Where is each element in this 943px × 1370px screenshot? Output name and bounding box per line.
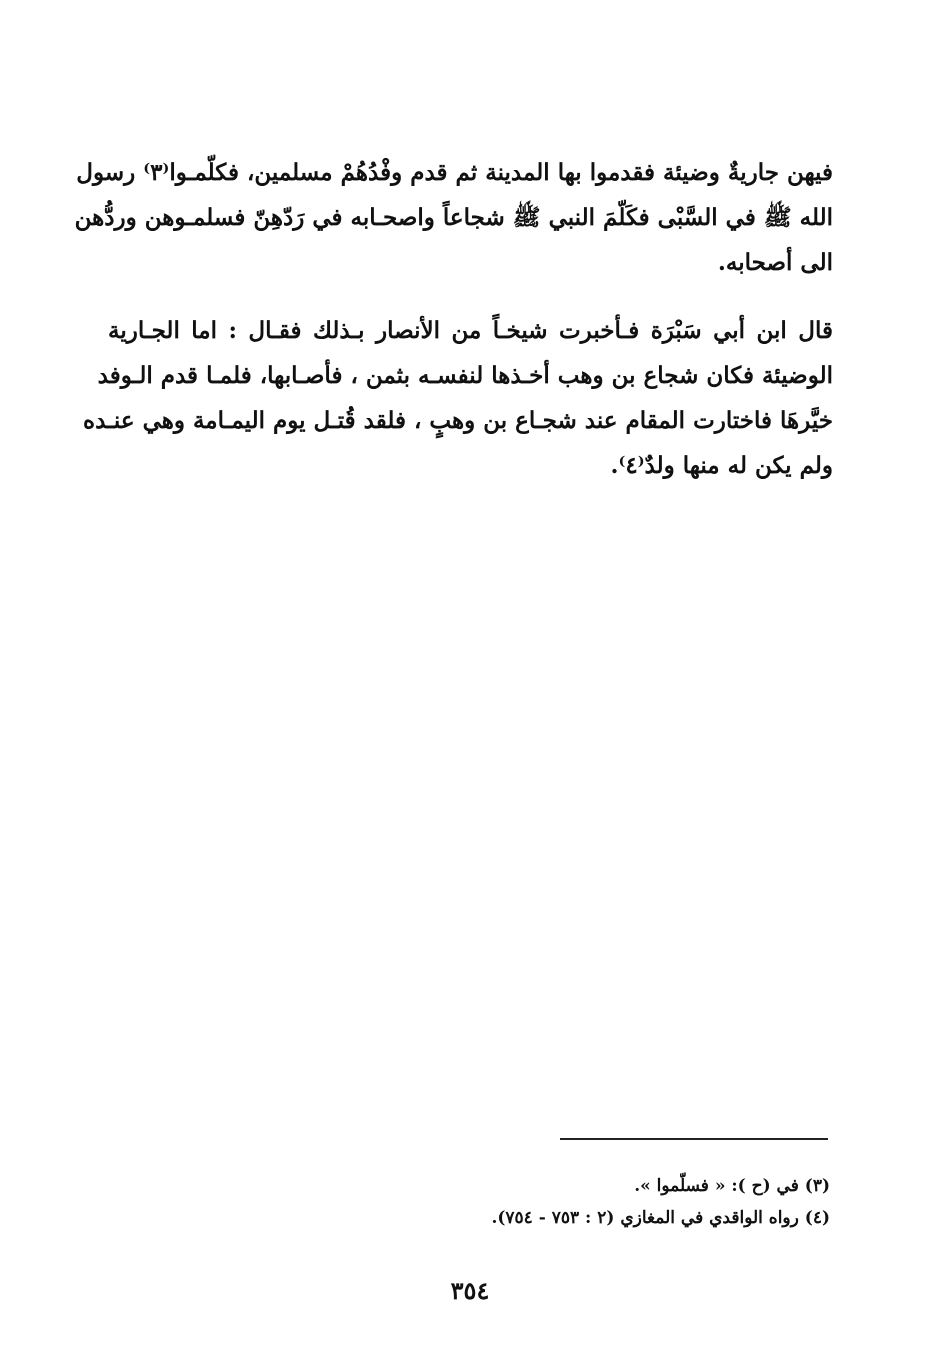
paragraph-1 — [74, 150, 833, 285]
paragraph-1-line-2: الله ﷺ في السَّبْى فكَلّمَ النبي ﷺ شجاعاً واصحـابه في رَدّهِنّ فسلمـوهن وردُّهن — [74, 204, 833, 231]
paragraph-2-line-2: الوضيئة فكان شجاع بن وهب أخـذها لنفسـه بثمن ، فأصـابها، فلمـا قدم الـوفد — [97, 362, 833, 389]
paragraph-2-line-1: قال ابن أبي سَبْرَة فـأخبرت شيخـاً من الأنصار بـذلك فقـال : اما الجـارية — [108, 317, 833, 344]
footnote-3: (٣) في (ح ): « فسلّموا ». — [634, 1176, 830, 1196]
paragraph-1-line-1: فيهن جاريةٌ وضيئة فقدموا بها المدينة ثم قدم وفْدُهُمْ مسلمين، فكلّمـوا⁽٣⁾ رسول — [76, 159, 833, 186]
footnotes — [420, 1170, 830, 1234]
paragraph-2 — [83, 308, 833, 488]
paragraph-2-line-4: ولم يكن له منها ولدٌ⁽٤⁾. — [610, 452, 833, 479]
paragraph-2-line-3: خيَّرهَا فاختارت المقام عند شجـاع بن وهبٍ ، فلقد قُتـل يوم اليمـامة وهي عنـده — [83, 407, 833, 434]
page-number: ٣٥٤ — [450, 1276, 490, 1305]
footnote-4: (٤) رواه الواقدي في المغازي (٢ : ٧٥٣ - ٧٥٤). — [491, 1208, 830, 1228]
paragraph-1-line-3: الى أصحابه. — [717, 249, 833, 276]
footnote-divider — [560, 1138, 828, 1140]
